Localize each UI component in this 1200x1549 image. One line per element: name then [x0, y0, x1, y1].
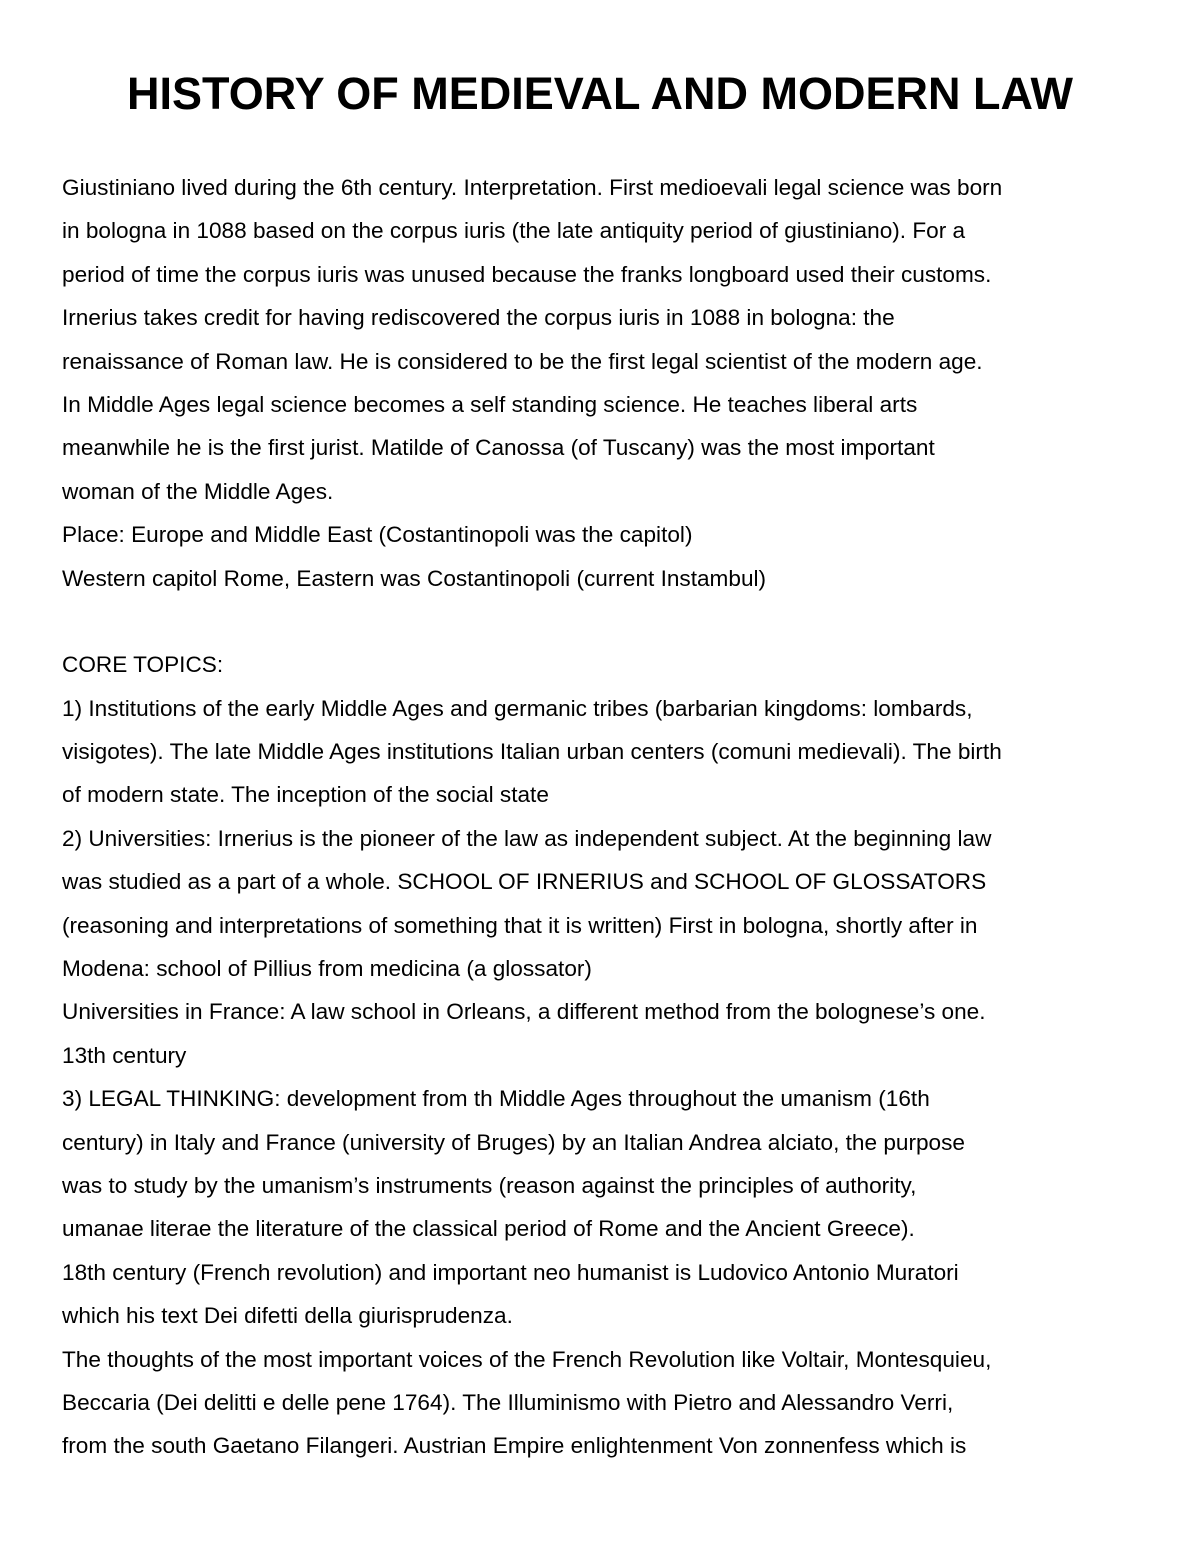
- body-line: meanwhile he is the first jurist. Matilde of Canossa (of Tuscany) was the most important: [62, 435, 935, 461]
- body-line: from the south Gaetano Filangeri. Austrian Empire enlightenment Von zonnenfess which is: [62, 1433, 967, 1459]
- body-line: 2) Universities: Irnerius is the pioneer of the law as independent subject. At the beginning law: [62, 825, 992, 851]
- body-line: Giustiniano lived during the 6th century. Interpretation. First medioevali legal science was born: [62, 175, 1003, 200]
- body-line: was studied as a part of a whole. SCHOOL OF IRNERIUS and SCHOOL OF GLOSSATORS: [62, 869, 987, 895]
- body-line: woman of the Middle Ages.: [62, 478, 334, 504]
- body-line: renaissance of Roman law. He is considered to be the first legal scientist of the modern age.: [62, 348, 983, 374]
- body-line: Place: Europe and Middle East (Costantinopoli was the capitol): [62, 522, 693, 548]
- body-line: In Middle Ages legal science becomes a self standing science. He teaches liberal arts: [62, 391, 918, 417]
- body-line: 3) LEGAL THINKING: development from th Middle Ages throughout the umanism (16th: [62, 1086, 930, 1112]
- body-line: The thoughts of the most important voices of the French Revolution like Voltair, Montesquieu,: [62, 1346, 992, 1372]
- document-title: HISTORY OF MEDIEVAL AND MODERN LAW: [127, 68, 1073, 119]
- body-line: of modern state. The inception of the social state: [62, 782, 549, 808]
- body-line: period of time the corpus iuris was unused because the franks longboard used their customs.: [62, 261, 992, 287]
- body-line: Western capitol Rome, Eastern was Costantinopoli (current Instambul): [62, 565, 767, 591]
- body-line: in bologna in 1088 based on the corpus iuris (the late antiquity period of giustiniano). For a: [62, 218, 966, 244]
- body-line: 1) Institutions of the early Middle Ages and germanic tribes (barbarian kingdoms: lombards,: [62, 695, 973, 721]
- body-line: visigotes). The late Middle Ages institutions Italian urban centers (comuni medievali). The birth: [62, 739, 1002, 765]
- body-line: Beccaria (Dei delitti e delle pene 1764). The Illuminismo with Pietro and Alessandro Verri,: [62, 1389, 954, 1415]
- body-line: which his text Dei difetti della giurisprudenza.: [62, 1303, 513, 1329]
- body-line: Modena: school of Pillius from medicina (a glossator): [62, 956, 592, 982]
- section-heading: CORE TOPICS:: [62, 652, 224, 678]
- body-line: century) in Italy and France (university of Bruges) by an Italian Andrea alciato, the purpose: [62, 1129, 965, 1155]
- body-line: umanae literae the literature of the classical period of Rome and the Ancient Greece).: [62, 1216, 915, 1242]
- body-line: 13th century: [62, 1042, 187, 1068]
- body-line: 18th century (French revolution) and important neo humanist is Ludovico Antonio Muratori: [62, 1259, 959, 1285]
- body-line: was to study by the umanism’s instruments (reason against the principles of authority,: [62, 1172, 917, 1198]
- body-line: (reasoning and interpretations of something that it is written) First in bologna, shortly after in: [62, 912, 978, 938]
- blank-line: [62, 600, 1172, 643]
- body-line: Irnerius takes credit for having rediscovered the corpus iuris in 1088 in bologna: the: [62, 305, 895, 331]
- document-body: [62, 166, 1172, 1468]
- body-line: Universities in France: A law school in Orleans, a different method from the bolognese’s one.: [62, 999, 986, 1025]
